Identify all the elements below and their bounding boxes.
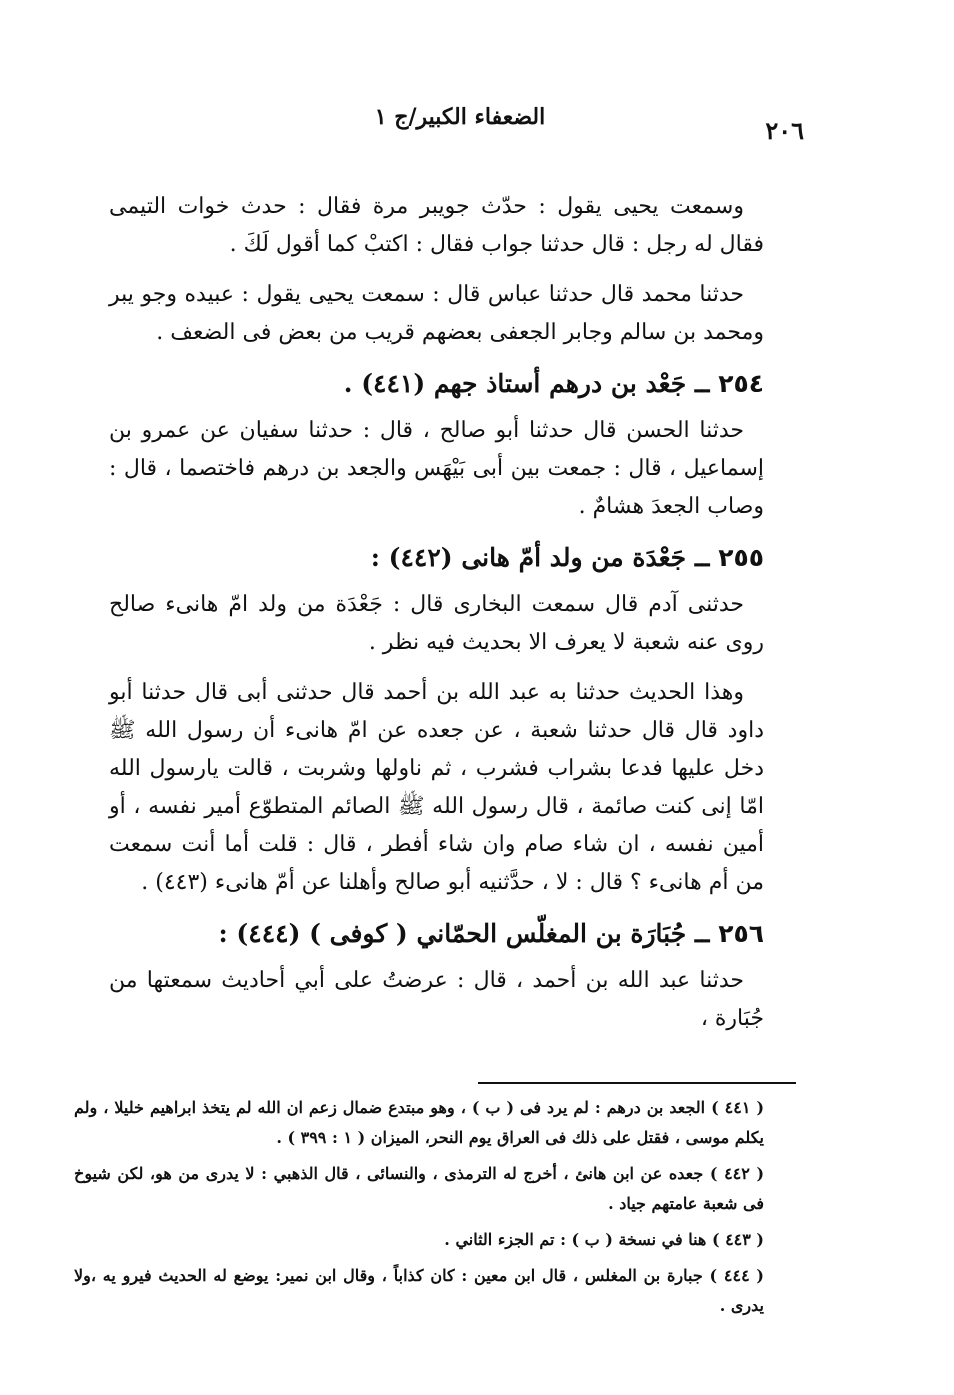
page-number: ٢٠٦ (765, 116, 804, 145)
running-title: الضعفاء الكبير/ج ١ (374, 104, 546, 130)
main-text (109, 188, 764, 1050)
entry-255-title: ــ جَعْدَة من ولد أمّ هانى (٤٤٢) : (370, 543, 710, 572)
footnote-text: الجعد بن درهم : لم يرد فى ( ب ) ، وهو مبتدع ضمال زعم ان الله لم يتخذ ابراهيم خليلا ، ولم يكلم موسى ، فقتل على ذلك فى العراق يوم النحر، الميزان ( ١ : ٣٩٩ ) . (74, 1098, 764, 1147)
paragraph-2: حدثنا محمد قال حدثنا عباس قال : سمعت يحيى يقول : عبيده وجو يبر ومحمد بن سالم وجابر الجعفى بعضهم قريب من بعض فى الضعف . (109, 282, 764, 345)
entry-256-number: ٢٥٦ (718, 919, 764, 948)
footnote-443 (74, 1225, 764, 1255)
footnote-text: جبارة بن المغلس ، قال ابن معين : كان كذاباً ، وقال ابن نمير: يوضع له الحديث فيرو يه ،ولا يدرى . (74, 1266, 764, 1315)
footnote-441 (74, 1093, 764, 1153)
entry-255-heading (109, 540, 764, 576)
footnote-divider (478, 1082, 796, 1084)
footnote-442 (74, 1159, 764, 1219)
footnotes (74, 1093, 764, 1327)
entry-254-heading (109, 366, 764, 402)
footnote-text: هنا في نسخة ( ب ) : تم الجزء الثاني . (444, 1230, 707, 1249)
footnote-number: ( ٤٤١ ) (711, 1098, 765, 1117)
footnote-number: ( ٤٤٤ ) (709, 1266, 765, 1285)
entry-255-number: ٢٥٥ (718, 543, 764, 572)
footnote-number: ( ٤٤٢ ) (709, 1164, 765, 1183)
entry-256-text: حدثنا عبد الله بن أحمد ، قال : عرضتُ على أبي أحاديث سمعتها من جُبَارة ، (109, 968, 764, 1031)
page-header (110, 104, 804, 144)
entry-256-heading (109, 916, 764, 952)
footnote-444 (74, 1261, 764, 1321)
entry-254-number: ٢٥٤ (718, 369, 764, 398)
entry-254-title: ــ جَعْد بن درهم أستاذ جهم (٤٤١) . (343, 369, 710, 398)
entry-256-title: ــ جُبَارَة بن المغلّس الحمّاني ( كوفى ) (٤٤٤) : (218, 919, 710, 948)
footnote-text: جعده عن ابن هانئ ، أخرج له الترمذى ، والنسائى ، قال الذهبي : لا يدرى من هو، لكن شيوخ فى شعبة عامتهم جياد . (74, 1164, 764, 1213)
entry-255-text-1: حدثنى آدم قال سمعت البخارى قال : جَعْدَة من ولد امّ هانىء صالح روى عنه شعبة لا يعرف الا بحديث فيه نظر . (109, 592, 764, 655)
paragraph-1: وسمعت يحيى يقول : حدّث جويبر مرة فقال : حدث خوات التيمى فقال له رجل : قال حدثنا جواب فقال : اكتبْ كما أقول لَكَ . (109, 194, 764, 257)
footnote-number: ( ٤٤٣ ) (711, 1230, 764, 1249)
entry-254-text: حدثنا الحسن قال حدثنا أبو صالح ، قال : حدثنا سفيان عن عمرو بن إسماعيل ، قال : جمعت بين أبى بَيْهَس والجعد بن درهم فاختصما ، قال : وصاب الجعدَ هشامٌ . (109, 418, 764, 519)
entry-255-text-2: وهذا الحديث حدثنا به عبد الله بن أحمد قال حدثنى أبى قال حدثنا أبو داود قال قال حدثنا شعبة ، عن جعده عن امّ هانىء أن رسول الله ﷺ دخل عليها فدعا بشراب فشرب ، ثم ناولها وشربت ، قالت يارسول الله امّا إنى كنت صائمة ، قال رسول الله ﷺ الصائم المتطوّع أمير نفسه ، أو أمين نفسه ، ان شاء صام وان شاء أفطر ، قال : قلت أما أنت سمعت من أم هانىء ؟ قال : لا ، حدَّثنيه أبو صالح وأهلنا عن أمّ هانىء (٤٤٣) . (109, 680, 764, 895)
